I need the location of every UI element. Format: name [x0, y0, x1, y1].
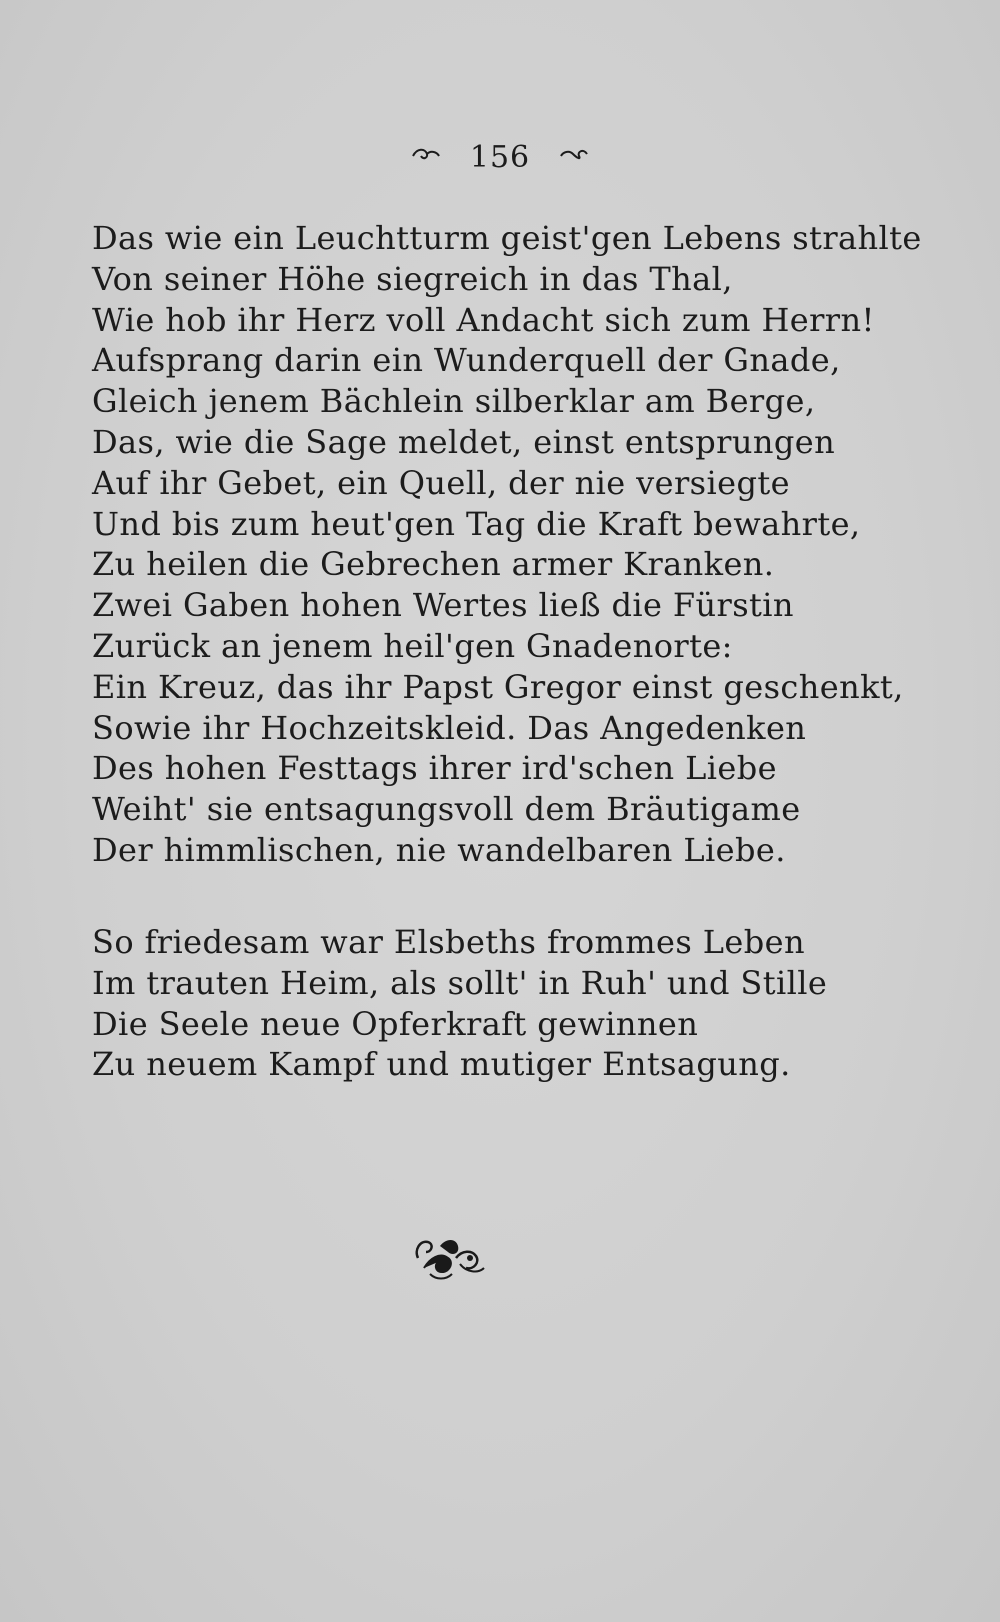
verse-line: Sowie ihr Hochzeitskleid. Das Angedenken	[92, 708, 807, 747]
verse-line: Im trauten Heim, als sollt' in Ruh' und Stille	[92, 963, 828, 1002]
verse-line: Das, wie die Sage meldet, einst entsprungen	[92, 422, 836, 461]
verse-line: Zurück an jenem heil'gen Gnadenorte:	[92, 626, 733, 665]
verse-line: Des hohen Festtags ihrer ird'schen Liebe	[92, 749, 777, 788]
verse-line: Aufsprang darin ein Wunderquell der Gnade,	[92, 341, 841, 380]
floral-vignette-icon	[410, 1228, 490, 1284]
stanza-2	[92, 922, 872, 1085]
verse-line: Zu neuem Kampf und mutiger Entsagung.	[92, 1045, 791, 1084]
verse-line: Die Seele neue Opferkraft gewinnen	[92, 1004, 699, 1043]
ornament-scroll-right-icon	[559, 140, 589, 168]
stanza-1	[92, 218, 922, 871]
verse-line: Weiht' sie entsagungsvoll dem Bräutigame	[92, 790, 801, 829]
verse-line: Der himmlischen, nie wandelbaren Liebe.	[92, 830, 786, 869]
verse-line: Und bis zum heut'gen Tag die Kraft bewahrte,	[92, 504, 861, 543]
verse-line: Auf ihr Gebet, ein Quell, der nie versiegte	[92, 463, 790, 502]
ornament-scroll-left-icon	[411, 140, 441, 168]
verse-line: Gleich jenem Bächlein silberklar am Berge,	[92, 382, 816, 421]
verse-line: So friedesam war Elsbeths frommes Leben	[92, 923, 805, 961]
verse-line: Zwei Gaben hohen Wertes ließ die Fürstin	[92, 586, 794, 625]
verse-line: Zu heilen die Gebrechen armer Kranken.	[92, 545, 775, 584]
verse-line: Wie hob ihr Herz voll Andacht sich zum Herrn!	[92, 300, 875, 339]
verse-line: Ein Kreuz, das ihr Papst Gregor einst geschenkt,	[92, 667, 904, 706]
verse-line: Von seiner Höhe siegreich in das Thal,	[92, 259, 733, 298]
verse-line: Das wie ein Leuchtturm geist'gen Lebens strahlte	[92, 219, 922, 257]
page-header	[0, 138, 1000, 175]
page-number: 156	[469, 139, 531, 175]
